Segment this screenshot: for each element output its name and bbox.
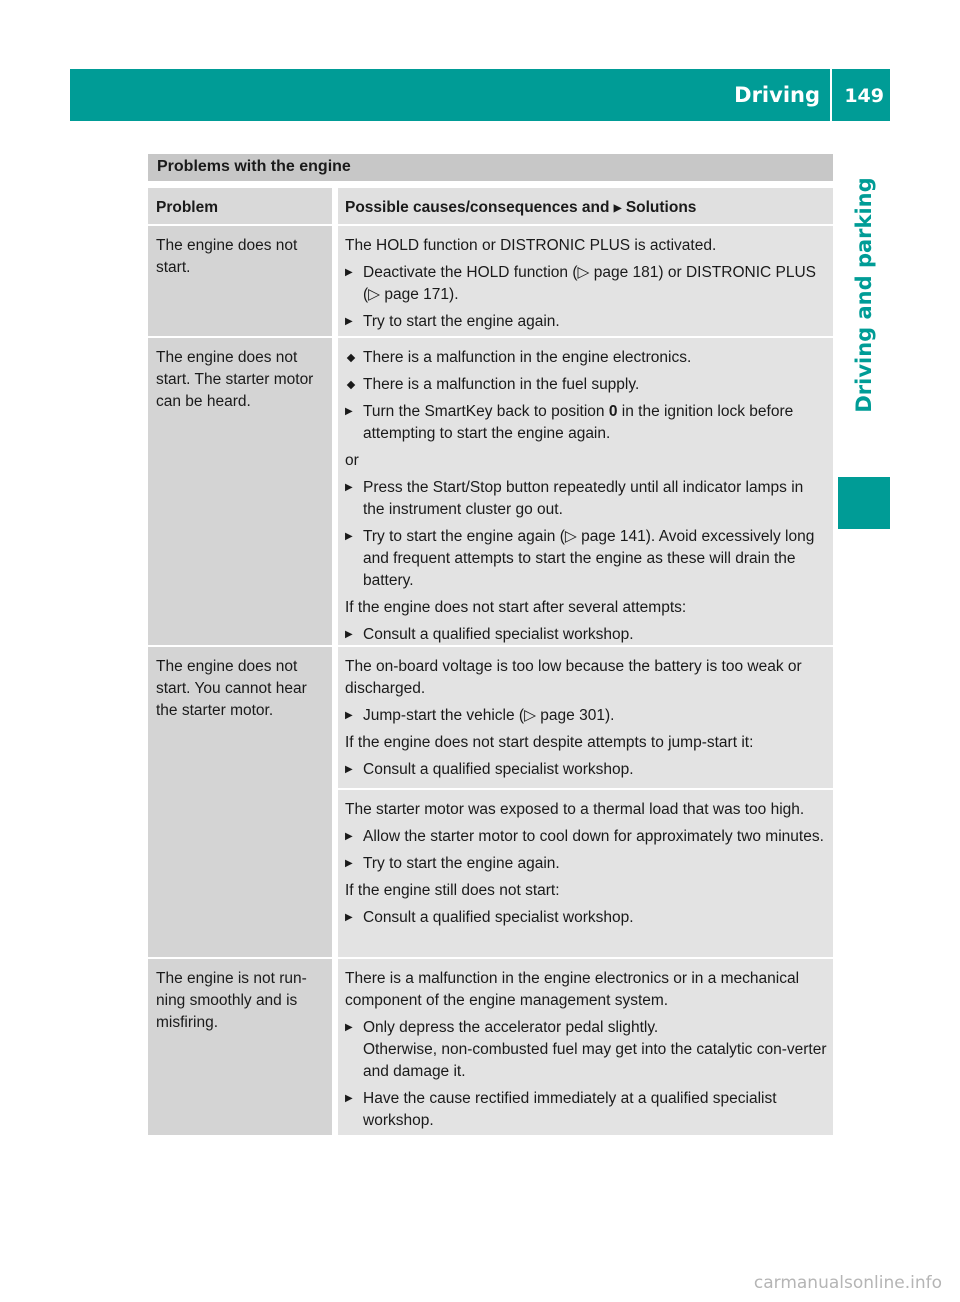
solution-step: ▶ Consult a qualified specialist workshop.: [345, 907, 827, 929]
header-solutions: [338, 188, 833, 224]
solution-cell: [338, 959, 833, 1135]
problems-table: [148, 188, 833, 1135]
solution-step: ▶ Press the Start/Stop button repeatedly until all indicator lamps in the instrument cluster go out.: [345, 477, 827, 521]
solution-cell: [338, 790, 833, 957]
or-text: or: [345, 452, 359, 469]
table-title: Problems with the engine: [157, 158, 351, 175]
step-text: Only depress the accelerator pedal slightly.: [363, 1019, 659, 1036]
solution-step: ▶ Allow the starter motor to cool down for approximately two minutes.: [345, 826, 827, 848]
table-title-bar: [148, 154, 833, 181]
step-text: Turn the SmartKey back to position: [363, 403, 605, 420]
solution-step: ▶ Deactivate the HOLD function (▷ page 181) or DISTRONIC PLUS (▷ page 171).: [345, 262, 827, 306]
solution-step: [345, 1017, 827, 1083]
step-text: in the ignition lock before attempting to start the engine again.: [363, 403, 794, 442]
condition-text: If the engine does not start despite attempts to jump-start it:: [345, 734, 754, 751]
position-value: 0: [608, 403, 618, 420]
problem-cell: The engine does not start.: [148, 226, 332, 336]
solution-step: ▶ Consult a qualified specialist workshop.: [345, 759, 827, 781]
section-title: Driving: [734, 83, 820, 107]
header-problem: Problem: [148, 188, 332, 224]
cause-bullet: There is a malfunction in the fuel supply.: [345, 374, 827, 396]
table-row: [148, 338, 833, 645]
solution-cell: [338, 338, 833, 645]
solution-step: [345, 401, 827, 445]
solution-step: ▶ Have the cause rectified immediately at a qualified specialist workshop.: [345, 1088, 827, 1132]
side-tab: [838, 121, 890, 469]
table-row: [148, 647, 833, 957]
solution-step: ▶ Try to start the engine again.: [345, 853, 827, 875]
cause-text: There is a malfunction in the engine electronics or in a mechanical component of the engine management system.: [345, 970, 800, 1009]
solution-step: ▶ Try to start the engine again (▷ page 141). Avoid excessively long and frequent attempts to start the engine as these will drain the battery.: [345, 526, 827, 592]
problem-cell: The engine does not start. The starter motor can be heard.: [148, 338, 332, 645]
page-header: [70, 69, 890, 121]
condition-text: If the engine still does not start:: [345, 882, 560, 899]
header-solutions-suffix: Solutions: [625, 199, 697, 216]
watermark: carmanualsonline.info: [753, 1273, 942, 1293]
cause-bullet: There is a malfunction in the engine electronics.: [345, 347, 827, 369]
side-marker: [838, 477, 890, 529]
cause-text: The starter motor was exposed to a thermal load that was too high.: [345, 801, 805, 818]
solution-step: ▶ Consult a qualified specialist workshop.: [345, 624, 827, 646]
header-divider: [830, 69, 832, 121]
solution-step: ▶ Try to start the engine again.: [345, 311, 827, 333]
solution-cell: [338, 647, 833, 788]
solution-cell: [338, 226, 833, 336]
header-solutions-prefix: Possible causes/consequences and: [345, 199, 610, 216]
side-tab-label: Driving and parking: [852, 177, 876, 413]
table-row: [148, 226, 833, 336]
problem-cell: The engine is not run-ning smoothly and is misfiring.: [148, 959, 332, 1135]
cause-text: The HOLD function or DISTRONIC PLUS is activated.: [345, 237, 717, 254]
cause-text: The on-board voltage is too low because the battery is too weak or discharged.: [345, 658, 802, 697]
step-arrow-icon: ▶: [613, 203, 622, 214]
problem-cell: The engine does not start. You cannot hear the starter motor.: [148, 647, 332, 957]
table-header-row: [148, 188, 833, 224]
solution-step: ▶ Jump-start the vehicle (▷ page 301).: [345, 705, 827, 727]
page-number: 149: [844, 85, 884, 107]
table-row: [148, 959, 833, 1135]
condition-text: If the engine does not start after several attempts:: [345, 599, 687, 616]
step-note: Otherwise, non-combusted fuel may get into the catalytic con-verter and damage it.: [363, 1041, 827, 1080]
